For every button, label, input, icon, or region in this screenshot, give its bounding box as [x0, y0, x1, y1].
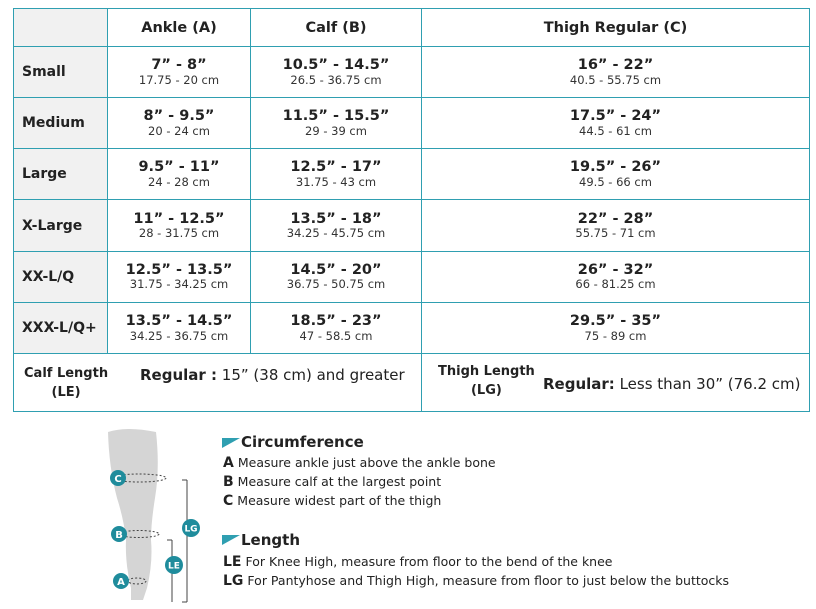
length-row: [14, 353, 810, 411]
length-flag-icon: [222, 535, 240, 545]
ankle-cm: 17.75 - 20 cm: [138, 72, 220, 87]
legend-item: [223, 493, 441, 509]
ankle-inches: 11” - 12.5”: [133, 210, 225, 227]
legend-key: LG: [223, 573, 244, 589]
size-label: XXX-L/Q+: [14, 302, 108, 353]
size-row: [14, 200, 810, 251]
legend-text: Measure calf at the largest point: [237, 474, 442, 489]
ankle-cm: 28 - 31.75 cm: [138, 226, 220, 241]
length-title: Length: [241, 531, 300, 549]
legend-key: B: [223, 474, 234, 490]
thigh-cell: [422, 98, 810, 149]
marker-le-label: LE: [168, 561, 180, 572]
calf-length-label-line2: (LE): [51, 384, 81, 400]
legend-key: A: [223, 455, 234, 471]
thigh-inches: 19.5” - 26”: [569, 159, 662, 176]
calf-cell: [251, 98, 422, 149]
calf-inches: 13.5” - 18”: [290, 210, 382, 227]
thigh-cell: [422, 149, 810, 200]
ankle-inches: 13.5” - 14.5”: [125, 312, 233, 329]
ankle-inches: 7” - 8”: [151, 57, 207, 74]
header-row: [14, 9, 810, 47]
calf-inches: 14.5” - 20”: [290, 261, 382, 278]
legend-item: [223, 554, 613, 570]
ankle-cm: 34.25 - 36.75 cm: [129, 328, 229, 343]
calf-inches: 18.5” - 23”: [290, 312, 382, 329]
corner-cell: [14, 9, 108, 47]
size-row: [14, 47, 810, 98]
thigh-cell: [422, 200, 810, 251]
thigh-inches: 29.5” - 35”: [569, 312, 662, 329]
header-calf: Calf (B): [251, 9, 422, 47]
thigh-inches: 22” - 28”: [577, 210, 654, 227]
calf-cm: 47 - 58.5 cm: [299, 328, 373, 343]
thigh-inches: 16” - 22”: [577, 57, 654, 74]
calf-cm: 26.5 - 36.75 cm: [290, 72, 382, 87]
ankle-inches: 12.5” - 13.5”: [125, 261, 233, 278]
ankle-cm: 31.75 - 34.25 cm: [129, 277, 229, 292]
thigh-cm: 55.75 - 71 cm: [575, 226, 656, 241]
ankle-cell: [108, 302, 251, 353]
marker-b-label: B: [115, 530, 123, 541]
marker-c-label: C: [114, 474, 122, 485]
thigh-cm: 40.5 - 55.75 cm: [569, 72, 662, 87]
thigh-cm: 75 - 89 cm: [584, 328, 647, 343]
thigh-length-text: Less than 30” (76.2 cm): [614, 374, 801, 393]
ankle-cell: [108, 47, 251, 98]
header-ankle: Ankle (A): [108, 9, 251, 47]
header-thigh: Thigh Regular (C): [422, 9, 810, 47]
leg-silhouette: [108, 429, 158, 600]
ankle-inches: 8” - 9.5”: [143, 108, 215, 125]
calf-inches: 11.5” - 15.5”: [282, 108, 390, 125]
calf-cm: 29 - 39 cm: [305, 124, 367, 138]
calf-length-value: [140, 366, 405, 384]
thigh-length-label-line1: Thigh Length: [438, 363, 535, 379]
thigh-length-label-line2: (LG): [470, 382, 502, 398]
size-label: X-Large: [14, 200, 108, 251]
marker-a-label: A: [117, 577, 125, 588]
calf-cm: 36.75 - 50.75 cm: [286, 277, 386, 292]
size-label: Large: [14, 149, 108, 200]
thigh-inches: 26” - 32”: [577, 261, 654, 278]
calf-cm: 34.25 - 45.75 cm: [286, 226, 386, 241]
size-label: Small: [14, 47, 108, 98]
legend-item: [223, 455, 496, 471]
thigh-cm: 49.5 - 66 cm: [579, 175, 652, 190]
size-chart-table: [13, 8, 810, 412]
legend-text: For Pantyhose and Thigh High, measure from floor to just below the buttocks: [247, 573, 730, 588]
legend-item: [223, 474, 441, 490]
measurement-legend: [105, 428, 805, 606]
ankle-inches: 9.5” - 11”: [138, 159, 220, 176]
thigh-cell: [422, 47, 810, 98]
circumference-flag-icon: [222, 438, 240, 448]
ankle-cell: [108, 251, 251, 302]
thigh-length-value: [543, 375, 801, 393]
ankle-cell: [108, 200, 251, 251]
legend-key: LE: [223, 554, 242, 570]
calf-cell: [251, 251, 422, 302]
thigh-cell: [422, 251, 810, 302]
ankle-cm: 20 - 24 cm: [148, 124, 210, 138]
thigh-length-cell: [422, 353, 810, 411]
calf-cm: 31.75 - 43 cm: [295, 175, 377, 190]
size-row: [14, 98, 810, 149]
calf-length-cell: [14, 353, 422, 411]
legend-key: C: [223, 493, 234, 509]
calf-cell: [251, 200, 422, 251]
thigh-cm: 44.5 - 61 cm: [579, 124, 652, 138]
calf-length-label-line1: Calf Length: [24, 365, 109, 381]
size-row: [14, 302, 810, 353]
legend-text: Measure widest part of the thigh: [237, 493, 442, 508]
legend-text: For Knee High, measure from floor to the bend of the knee: [245, 554, 613, 569]
legend-item: [223, 573, 729, 589]
size-row: [14, 149, 810, 200]
thigh-length-regular: Regular:: [543, 374, 615, 393]
calf-cell: [251, 149, 422, 200]
marker-lg-label: LG: [184, 524, 198, 535]
size-label: XX-L/Q: [14, 251, 108, 302]
calf-cell: [251, 47, 422, 98]
circumference-title: Circumference: [241, 433, 364, 451]
thigh-inches: 17.5” - 24”: [569, 108, 662, 125]
calf-cell: [251, 302, 422, 353]
size-row: [14, 251, 810, 302]
thigh-cm: 66 - 81.25 cm: [575, 277, 656, 292]
calf-inches: 10.5” - 14.5”: [282, 57, 390, 74]
ankle-cm: 24 - 28 cm: [148, 175, 210, 190]
calf-inches: 12.5” - 17”: [290, 159, 382, 176]
ankle-cell: [108, 98, 251, 149]
thigh-length-label: [438, 363, 535, 401]
legend-text: Measure ankle just above the ankle bone: [237, 455, 496, 470]
leg-figure: [105, 428, 215, 606]
size-label: Medium: [14, 98, 108, 149]
ankle-cell: [108, 149, 251, 200]
calf-length-regular: Regular :: [140, 365, 218, 384]
calf-length-text: 15” (38 cm) and greater: [217, 365, 405, 384]
thigh-cell: [422, 302, 810, 353]
calf-length-label: [24, 365, 108, 403]
